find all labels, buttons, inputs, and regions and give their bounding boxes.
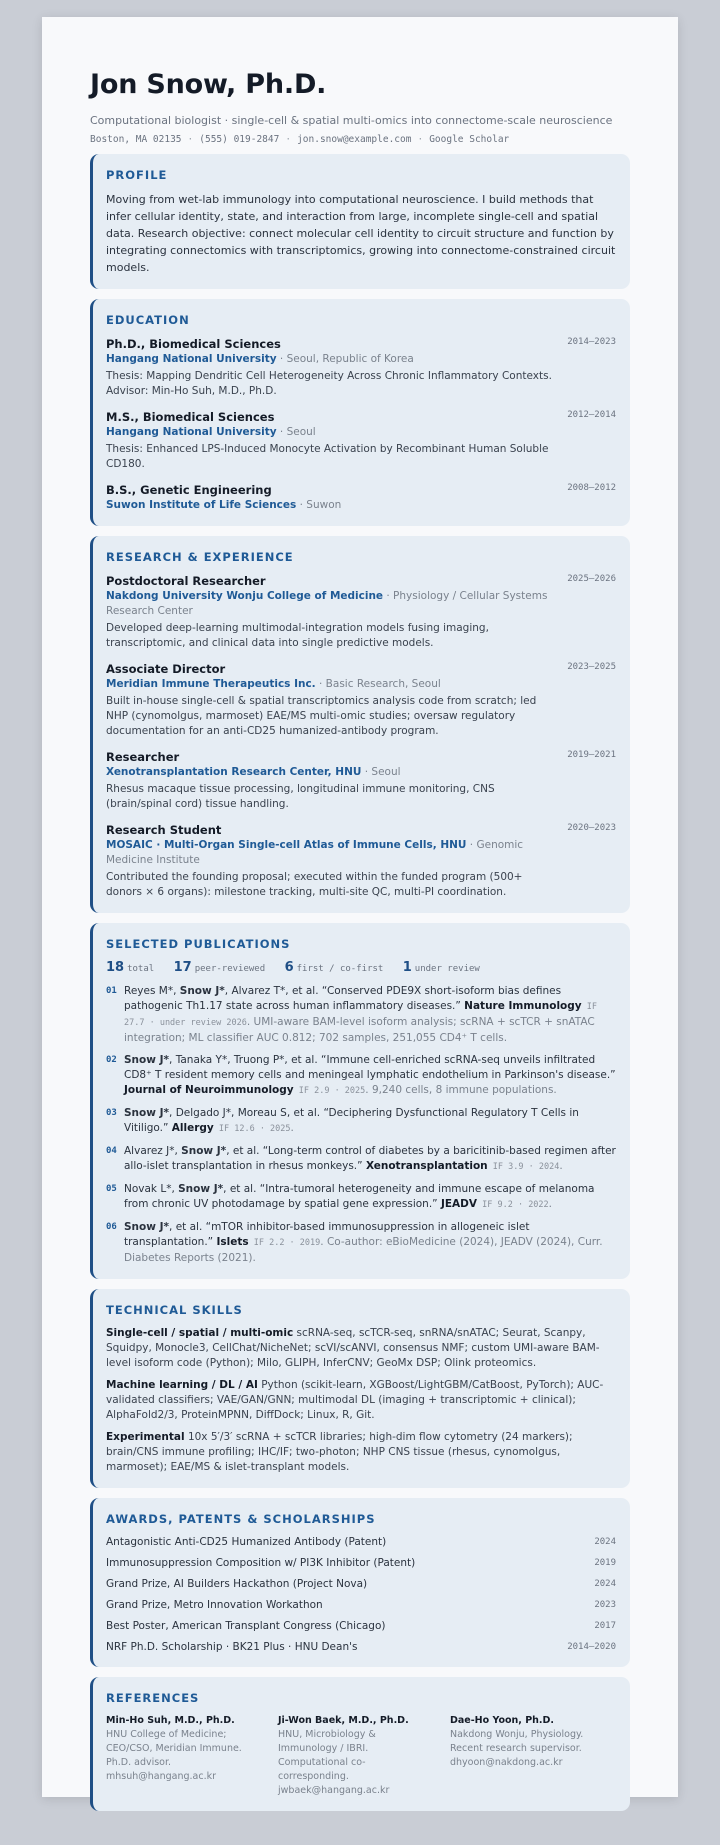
award-item [106,1535,616,1549]
award-label: NRF Ph.D. Scholarship · BK21 Plus · HNU Dean's [106,1641,358,1653]
contact-location: Boston, MA 02135 [90,134,182,145]
entry-org [106,838,556,868]
entry-title: Associate Director [106,662,226,676]
journal-name: Journal of Neuroimmunology [124,1084,294,1096]
journal-name: Xenotransplantation [365,1160,488,1172]
award-year: 2019 [594,1558,616,1568]
journal-name: JEADV [440,1198,478,1210]
education-entry [106,336,616,399]
entry-title: M.S., Biomedical Sciences [106,410,275,424]
contact-line [90,134,630,145]
education-entry [106,409,616,472]
section-heading: REFERENCES [106,1691,200,1705]
stat-total: 18 total [106,960,155,975]
entry-description: Thesis: Mapping Dendritic Cell Heterogeneity Across Chronic Inflammatory Contexts. Advisor: Min-Ho Suh, M.D., Ph.D. [106,370,552,397]
publication-item: 03 Snow J*, Delgado J*, Moreau S, et al. “Deciphering Dysfunctional Regulatory T Cells in Vitiligo.” Allergy IF 12.6 · 2025. [106,1107,579,1134]
reference-email[interactable]: mhsuh@hangang.ac.kr [106,1771,217,1782]
section-heading: EDUCATION [106,313,190,327]
institution-name: MOSAIC · Multi-Organ Single-cell Atlas of Immune Cells, HNU [106,839,467,851]
entry-date: 2019–2021 [567,750,616,760]
institution-name: Xenotransplantation Research Center, HNU [106,766,362,778]
publication-number: 04 [106,1146,117,1156]
separator: · [417,134,424,145]
research-section [90,536,630,913]
publication-stats [106,960,616,975]
entry-description: Built in-house single-cell & spatial transcriptomics analysis code from scratch; led NHP (cynomolgus, marmoset) EAE/MS multi-omic studies; oversaw regulatory documentation for an anti-CD25 humanized-antibody program. [106,695,537,737]
self-author: Snow J* [179,985,225,997]
separator: · [285,134,292,145]
journal-name: Allergy [171,1122,214,1134]
award-year: 2014–2020 [567,1642,616,1652]
institution-name: Hangang National University [106,353,277,365]
awards-section [90,1498,630,1667]
skill-group: Single-cell / spatial / multi-omic scRNA-seq, scTCR-seq, snRNA/snATAC; Seurat, Scanpy, Squidpy, Monocle3, CellChat/NicheNet; scVI/scANVI, consensus NMF; custom UMI-aware BAM-level isoform code (Python); Milo, GLIPH, InferCNV; GeoMx DSP; Olink proteomics. [106,1327,600,1369]
entry-description: Rhesus macaque tissue processing, longitudinal immune monitoring, CNS (brain/spinal cord) tissue handling. [106,783,495,810]
publication-item: 05 Novak L*, Snow J*, et al. “Intra-tumoral heterogeneity and immune escape of melanoma from chronic UV photodamage by spatial gene expression.” JEADV IF 9.2 · 2022. [106,1183,595,1210]
section-heading: SELECTED PUBLICATIONS [106,937,291,951]
reference-email[interactable]: jwbaek@hangang.ac.kr [278,1785,390,1796]
entry-title: B.S., Genetic Engineering [106,483,272,497]
entry-location: · Genomic Medicine Institute [106,839,524,866]
reference-item [106,1714,264,1798]
award-year: 2023 [594,1600,616,1610]
award-label: Grand Prize, Metro Innovation Workathon [106,1599,323,1611]
self-author: Snow J* [124,1107,170,1119]
reference-name: Min-Ho Suh, M.D., Ph.D. [106,1715,235,1726]
entry-date: 2023–2025 [567,662,616,672]
experience-entry [106,661,616,739]
reference-description: Nakdong Wonju, Physiology. Recent research supervisor. [450,1729,584,1754]
publication-item: 06 Snow J*, et al. “mTOR inhibitor-based immunosuppression in allogeneic islet transplantation.” Islets IF 2.2 · 2019. Co-author: eBioMedicine (2024), JEADV (2024), Curr. Diabetes Reports (2021). [106,1221,603,1264]
tagline: Computational biologist · single-cell & spatial multi-omics into connectome-scale neuroscience [90,114,613,127]
award-year: 2017 [594,1621,616,1631]
impact-factor: IF 27.7 · under review 2026 [124,1002,597,1028]
resume-page [42,17,678,1797]
publication-number: 02 [106,1055,117,1065]
section-heading: PROFILE [106,168,168,182]
entry-org [106,425,556,440]
self-author: Snow J* [178,1183,224,1195]
self-author: Snow J* [124,1221,170,1233]
impact-factor: IF 2.9 · 2025 [293,1086,366,1096]
stat-first-author: 6 first / co-first [284,960,384,975]
impact-factor: IF 12.6 · 2025 [213,1124,291,1134]
self-author: Snow J* [181,1145,227,1157]
award-year: 2024 [594,1537,616,1547]
entry-location: · Physiology / Cellular Systems Research Center [106,590,548,617]
entry-org [106,589,556,619]
reference-item [450,1714,608,1798]
award-label: Immunosuppression Composition w/ PI3K Inhibitor (Patent) [106,1557,416,1569]
references-grid [106,1714,616,1798]
entry-date: 2025–2026 [567,574,616,584]
skill-group: Machine learning / DL / AI Python (scikit-learn, XGBoost/LightGBM/CatBoost, PyTorch); AUC-validated classifiers; VAE/GAN/GNN; multimodal DL (imaging + transcriptomic + clinical); AlphaFold2/3, ProteinMPNN, DiffDock; Linux, R, Git. [106,1379,604,1421]
award-item [106,1640,616,1654]
entry-title: Researcher [106,750,180,764]
separator: · [187,134,194,145]
entry-org [106,677,556,692]
section-heading: RESEARCH & EXPERIENCE [106,550,294,564]
award-label: Best Poster, American Transplant Congress (Chicago) [106,1620,386,1632]
entry-description: Developed deep-learning multimodal-integration models fusing imaging, transcriptomic, and clinical data into single predictive models. [106,622,489,649]
skills-section [90,1289,630,1488]
experience-entry [106,749,616,812]
resume-header [90,69,630,145]
award-label: Antagonistic Anti-CD25 Humanized Antibody (Patent) [106,1536,387,1548]
section-heading: AWARDS, PATENTS & SCHOLARSHIPS [106,1512,376,1526]
institution-name: Suwon Institute of Life Sciences [106,499,297,511]
entry-location: · Basic Research, Seoul [315,678,441,690]
resume-sections [90,154,630,1821]
entry-location: · Seoul [276,426,316,438]
publication-item: 04 Alvarez J*, Snow J*, et al. “Long-term control of diabetes by a baricitinib-based regimen after allo-islet transplantation in rhesus monkeys.” Xenotransplantation IF 3.9 · 2024. [106,1145,616,1172]
reference-item [278,1714,436,1798]
award-item [106,1556,616,1570]
education-section [90,299,630,526]
publication-number: 01 [106,986,117,996]
entry-date: 2012–2014 [567,410,616,420]
institution-name: Hangang National University [106,426,277,438]
reference-description: HNU College of Medicine; CEO/CSO, Meridian Immune. Ph.D. advisor. [106,1729,242,1768]
section-heading: TECHNICAL SKILLS [106,1303,243,1317]
journal-name: Nature Immunology [464,1000,582,1012]
reference-name: Ji-Won Baek, M.D., Ph.D. [278,1715,409,1726]
award-item [106,1577,616,1591]
education-entry [106,482,616,513]
candidate-name: Jon Snow, Ph.D. [90,69,327,100]
entry-date: 2020–2023 [567,823,616,833]
publications-section [90,923,630,1279]
entry-title: Ph.D., Biomedical Sciences [106,337,281,351]
entry-description: Contributed the founding proposal; executed within the funded program (500+ donors × 6 organs): milestone tracking, multi-site QC, multi-PI coordination. [106,871,523,898]
skill-label: Experimental [106,1431,185,1443]
award-label: Grand Prize, AI Builders Hackathon (Project Nova) [106,1578,368,1590]
publication-number: 05 [106,1184,117,1194]
contact-email[interactable]: jon.snow@example.com [297,134,412,145]
publication-number: 06 [106,1222,117,1232]
award-item [106,1619,616,1633]
skill-label: Machine learning / DL / AI [106,1379,258,1391]
stat-under-review: 1 under review [402,960,480,975]
google-scholar-link[interactable]: Google Scholar [429,134,510,145]
contact-phone[interactable]: (555) 019-2847 [199,134,280,145]
entry-location: · Seoul [361,766,401,778]
publication-item: 02 Snow J*, Tanaka Y*, Truong P*, et al. “Immune cell-enriched scRNA-seq unveils infiltrated CD8⁺ T resident memory cells and meningeal lymphatic endothelium in Parkinson's disease.” Journal of Neuroimmunology IF 2.9 · 2025. 9,240 cells, 8 immune populations. [106,1054,616,1096]
entry-org [106,765,556,780]
skill-label: Single-cell / spatial / multi-omic [106,1327,294,1339]
impact-factor: IF 2.2 · 2019 [248,1238,321,1248]
entry-date: 2014–2023 [567,337,616,347]
profile-section [90,154,630,289]
institution-name: Nakdong University Wonju College of Medicine [106,590,384,602]
entry-date: 2008–2012 [567,483,616,493]
award-year: 2024 [594,1579,616,1589]
impact-factor: IF 3.9 · 2024 [487,1162,560,1172]
publication-item: 01 Reyes M*, Snow J*, Alvarez T*, et al. “Conserved PDE9X short-isoform bias defines pathogenic Th1.17 state across human inflammatory diseases.” Nature Immunology IF 27.7 · under review 2026. UMI-aware BAM-level isoform analysis; scRNA + scTCR + snATAC integration; ML classifier AUC 0.812; 702 samples, 251,055 CD4⁺ T cells. [106,985,597,1044]
entry-org [106,352,556,367]
self-author: Snow J* [124,1054,170,1066]
reference-description: HNU, Microbiology & Immunology / IBRI. Computational co-corresponding. [278,1729,376,1782]
impact-factor: IF 9.2 · 2022 [477,1200,549,1210]
institution-name: Meridian Immune Therapeutics Inc. [106,678,316,690]
experience-entry [106,822,616,900]
references-section [90,1677,630,1811]
skill-group: Experimental 10x 5′/3′ scRNA + scTCR libraries; high-dim flow cytometry (24 markers); brain/CNS immune profiling; IHC/IF; two-photon; NHP CNS tissue (rhesus, cynomolgus, marmoset); EAE/MS & islet-transplant models. [106,1431,573,1473]
stat-peer-reviewed: 17 peer-reviewed [173,960,266,975]
reference-email[interactable]: dhyoon@nakdong.ac.kr [450,1757,563,1768]
entry-description: Thesis: Enhanced LPS-Induced Monocyte Activation by Recombinant Human Soluble CD180. [106,443,549,470]
entry-org [106,498,556,513]
experience-entry [106,573,616,651]
entry-location: · Seoul, Republic of Korea [276,353,414,365]
entry-title: Research Student [106,823,222,837]
entry-title: Postdoctoral Researcher [106,574,266,588]
publication-number: 03 [106,1108,117,1118]
journal-name: Islets [216,1236,249,1248]
award-item [106,1598,616,1612]
reference-name: Dae-Ho Yoon, Ph.D. [450,1715,555,1726]
profile-text: Moving from wet-lab immunology into computational neuroscience. I build methods that infer cellular identity, state, and interaction from large, incomplete single-cell and spatial data. Research objective: connect molecular cell identity to circuit structure and function by integrating connectomics with transcriptomics, growing into connectome-constrained circuit models. [106,193,616,274]
entry-location: · Suwon [296,499,342,511]
